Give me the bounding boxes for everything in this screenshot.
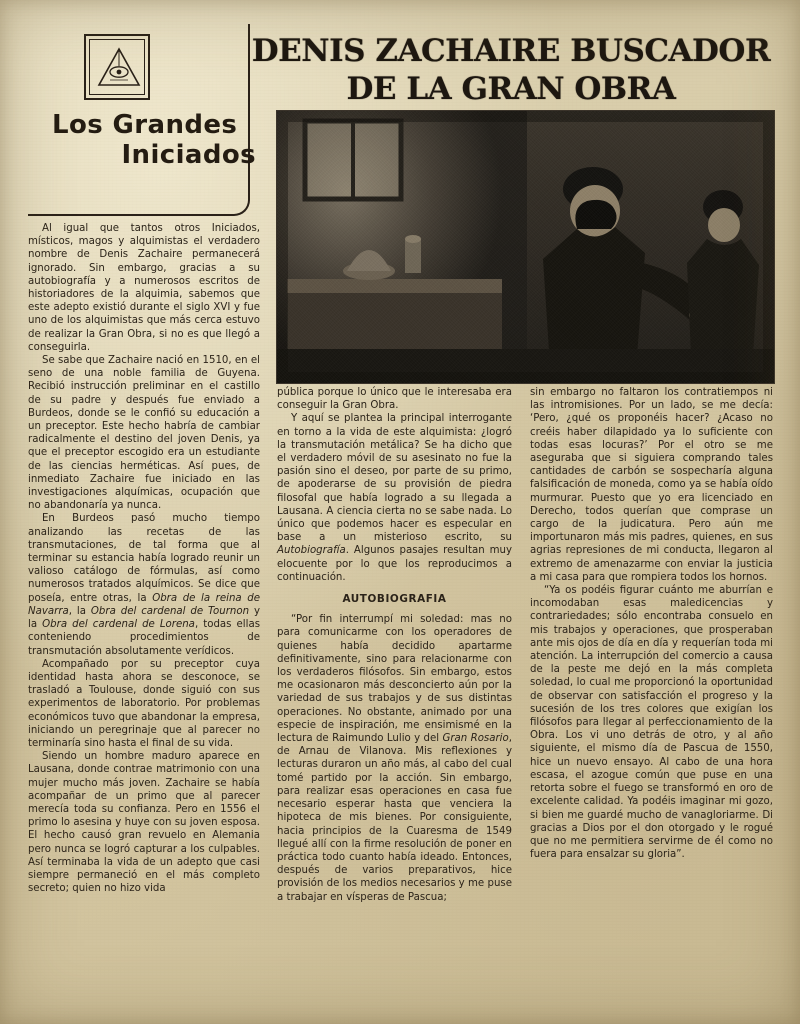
- paragraph: Y aquí se plantea la principal interrogante en torno a la vida de este alquimista: ¿logró la transmutación metálica? Se ha dicho que el verdadero móvil de su asesinato no fue la pasión sino el deseo, por parte de su primo, de apoderarse de su provisión de piedra filosofal que había logrado a su llegada a Lausana. A ciencia cierta no se sabe nada. Lo único que podemos hacer es especular en base a un misterioso escrito, su Autobiografía. Algunos pasajes resultan muy elocuente por lo que los reproducimos a continuación.: [277, 413, 512, 583]
- section-title-line2: Iniciados: [121, 140, 256, 170]
- article-column-3: [530, 386, 773, 861]
- subheading-autobiografia: AUTOBIOGRAFIA: [342, 593, 447, 606]
- article-headline: [250, 32, 772, 108]
- section-title: [52, 110, 262, 170]
- logo-artwork: [86, 36, 152, 102]
- paragraph: Acompañado por su preceptor cuya identidad hasta ahora se desconoce, se trasladó a Toulouse, donde siguió con sus experimentos de laboratorio. Por problemas económicos tuvo que abandonar la empresa, iniciando un peregrinaje que al parecer no terminaría sino hasta el final de su vida.: [28, 658, 260, 749]
- paragraph: “Ya os podéis figurar cuánto me aburrían e incomodaban esas maledicencias y contrariedades; sólo encontraba consuelo en mis trabajos y operaciones, que prosperaban ante mis ojos de día en día y requerían toda mi atención. La interrupción del comercio a causa de la peste me dejó en la más completa soledad, lo cual me proporcionó la oportunidad de observar con satisfacción el progreso y la sucesión de los tres colores que exigían los filósofos para llegar al perfeccionamiento de la Obra. Los vi uno detrás de otro, y al año siguiente, el mismo día de Pascua de 1550, hice un nuevo ensayo. Al cabo de una hora escasa, el azogue común que puse en una retorta sobre el fuego se transformó en oro de excelente calidad. Ya podéis imaginar mi gozo, si bien me guardé mucho de vanagloriarme. Di gracias a Dios por el don otorgado y le rogué que no me permitiera servirme de él como no fuera para ensalzar su gloria”.: [530, 585, 773, 861]
- article-column-2: [277, 386, 512, 904]
- headline-line1: DENIS ZACHAIRE BUSCADOR: [251, 33, 771, 69]
- paragraph: Al igual que tantos otros Iniciados, místicos, magos y alquimistas el verdadero nombre de Denis Zachaire permanecerá ignorado. Sin embargo, gracias a su autobiografía y a numerosos escritos de historiadores de la alquimia, sabemos que este adepto existió durante el siglo XVI y fue uno de los alquimistas que más cerca estuvo de realizar la Gran Obra, si no es que llegó a conseguirla.: [28, 223, 260, 353]
- article-column-1: [28, 222, 260, 895]
- paragraph: pública porque lo único que le interesaba era conseguir la Gran Obra.: [277, 387, 512, 412]
- paragraph: En Burdeos pasó mucho tiempo analizando las recetas de las transmutaciones, de tal forma que al terminar su estancia había logrado reunir un valioso catálogo de fórmulas, así como numerosos tratados alquímicos. Se dice que poseía, entre otras, la Obra de la reina de Navarra, la Obra del cardenal de Tournon y la Obra del cardenal de Lorena, todas ellas conteniendo procedimientos de transmutación absolutamente verídicos.: [28, 513, 261, 657]
- photo-grain: [277, 111, 774, 383]
- article-photo: [276, 110, 775, 384]
- paragraph: Siendo un hombre maduro aparece en Lausana, donde contrae matrimonio con una mujer mucho más joven. Zachaire se había acompañar de un primo que al parecer merecía toda su confianza. Pero en 1556 el primo lo asesina y huye con su joven esposa. El hecho causó gran revuelo en Alemania pero nunca se logró capturar a los culpables. Así terminaba la vida de un adepto que casi siempre permaneció en el más completo secreto; quien no hizo vida: [28, 751, 260, 895]
- paragraph: Se sabe que Zachaire nació en 1510, en el seno de una noble familia de Guyena. Recibió instrucción preliminar en el castillo de su padre y después fue enviado a Burdeos, donde se le confió su educación a un preceptor. Este hecho habría de cambiar radicalmente el destino del joven Denis, ya que el preceptor escogido era un estudiante de las ciencias herméticas. Así pues, de inmediato Zachaire fue iniciado en las investigaciones alquímicas, ocupación que no abandonaría ya nunca.: [28, 355, 260, 512]
- paragraph: “Por fin interrumpí mi soledad: mas no para comunicarme con los operadores de quienes había decidido apartarme definitivamente, sino para relacionarme con los verdaderos filósofos. Sin embargo, estos me ocasionaron más desconcierto aún por la variedad de sus trabajos y de sus distintas operaciones. No obstante, animado por una especie de inspiración, me ensimismé en la lectura de Raimundo Lulio y del Gran Rosario, de Arnau de Vilanova. Mis reflexiones y lecturas duraron un año más, al cabo del cual tomé partido por la acción. Sin embargo, para realizar esas operaciones en casa fue necesario esperar hasta que venciera la hipoteca de mis bienes. Por consiguiente, hacia principios de la Cuaresma de 1549 llegué allí con la firme resolución de poner en práctica todo cuanto había ideado. Entonces, después de varios preparativos, hice provisión de los medios necesarios y me puse a trabajar en vísperas de Pascua;: [277, 614, 512, 903]
- triangle-eye-logo: [84, 34, 150, 100]
- section-title-line1: Los Grandes: [52, 110, 238, 140]
- paragraph: sin embargo no faltaron los contratiempos ni las intromisiones. Por un lado, se me decía: ‘Pero, ¿qué os proponéis hacer? ¿Acaso no creéis haber dilapidado ya lo suficiente con todas esas locuras?’ Por el otro se me aseguraba que si siguiera comprando tales cantidades de carbón se sospecharía alguna falsificación de moneda, como ya se había oído murmurar. Puesto que yo era licenciado en Derecho, todos querían que comprase un cargo de la judicatura. Pero aún me importunaron más mis padres, quienes, en sus agrias represiones de mi conducta, llegaron al extremo de amenazarme con enviar la justicia a mi casa para que rompiera todos los hornos.: [530, 387, 773, 583]
- headline-line2: DE LA GRAN OBRA: [346, 71, 676, 107]
